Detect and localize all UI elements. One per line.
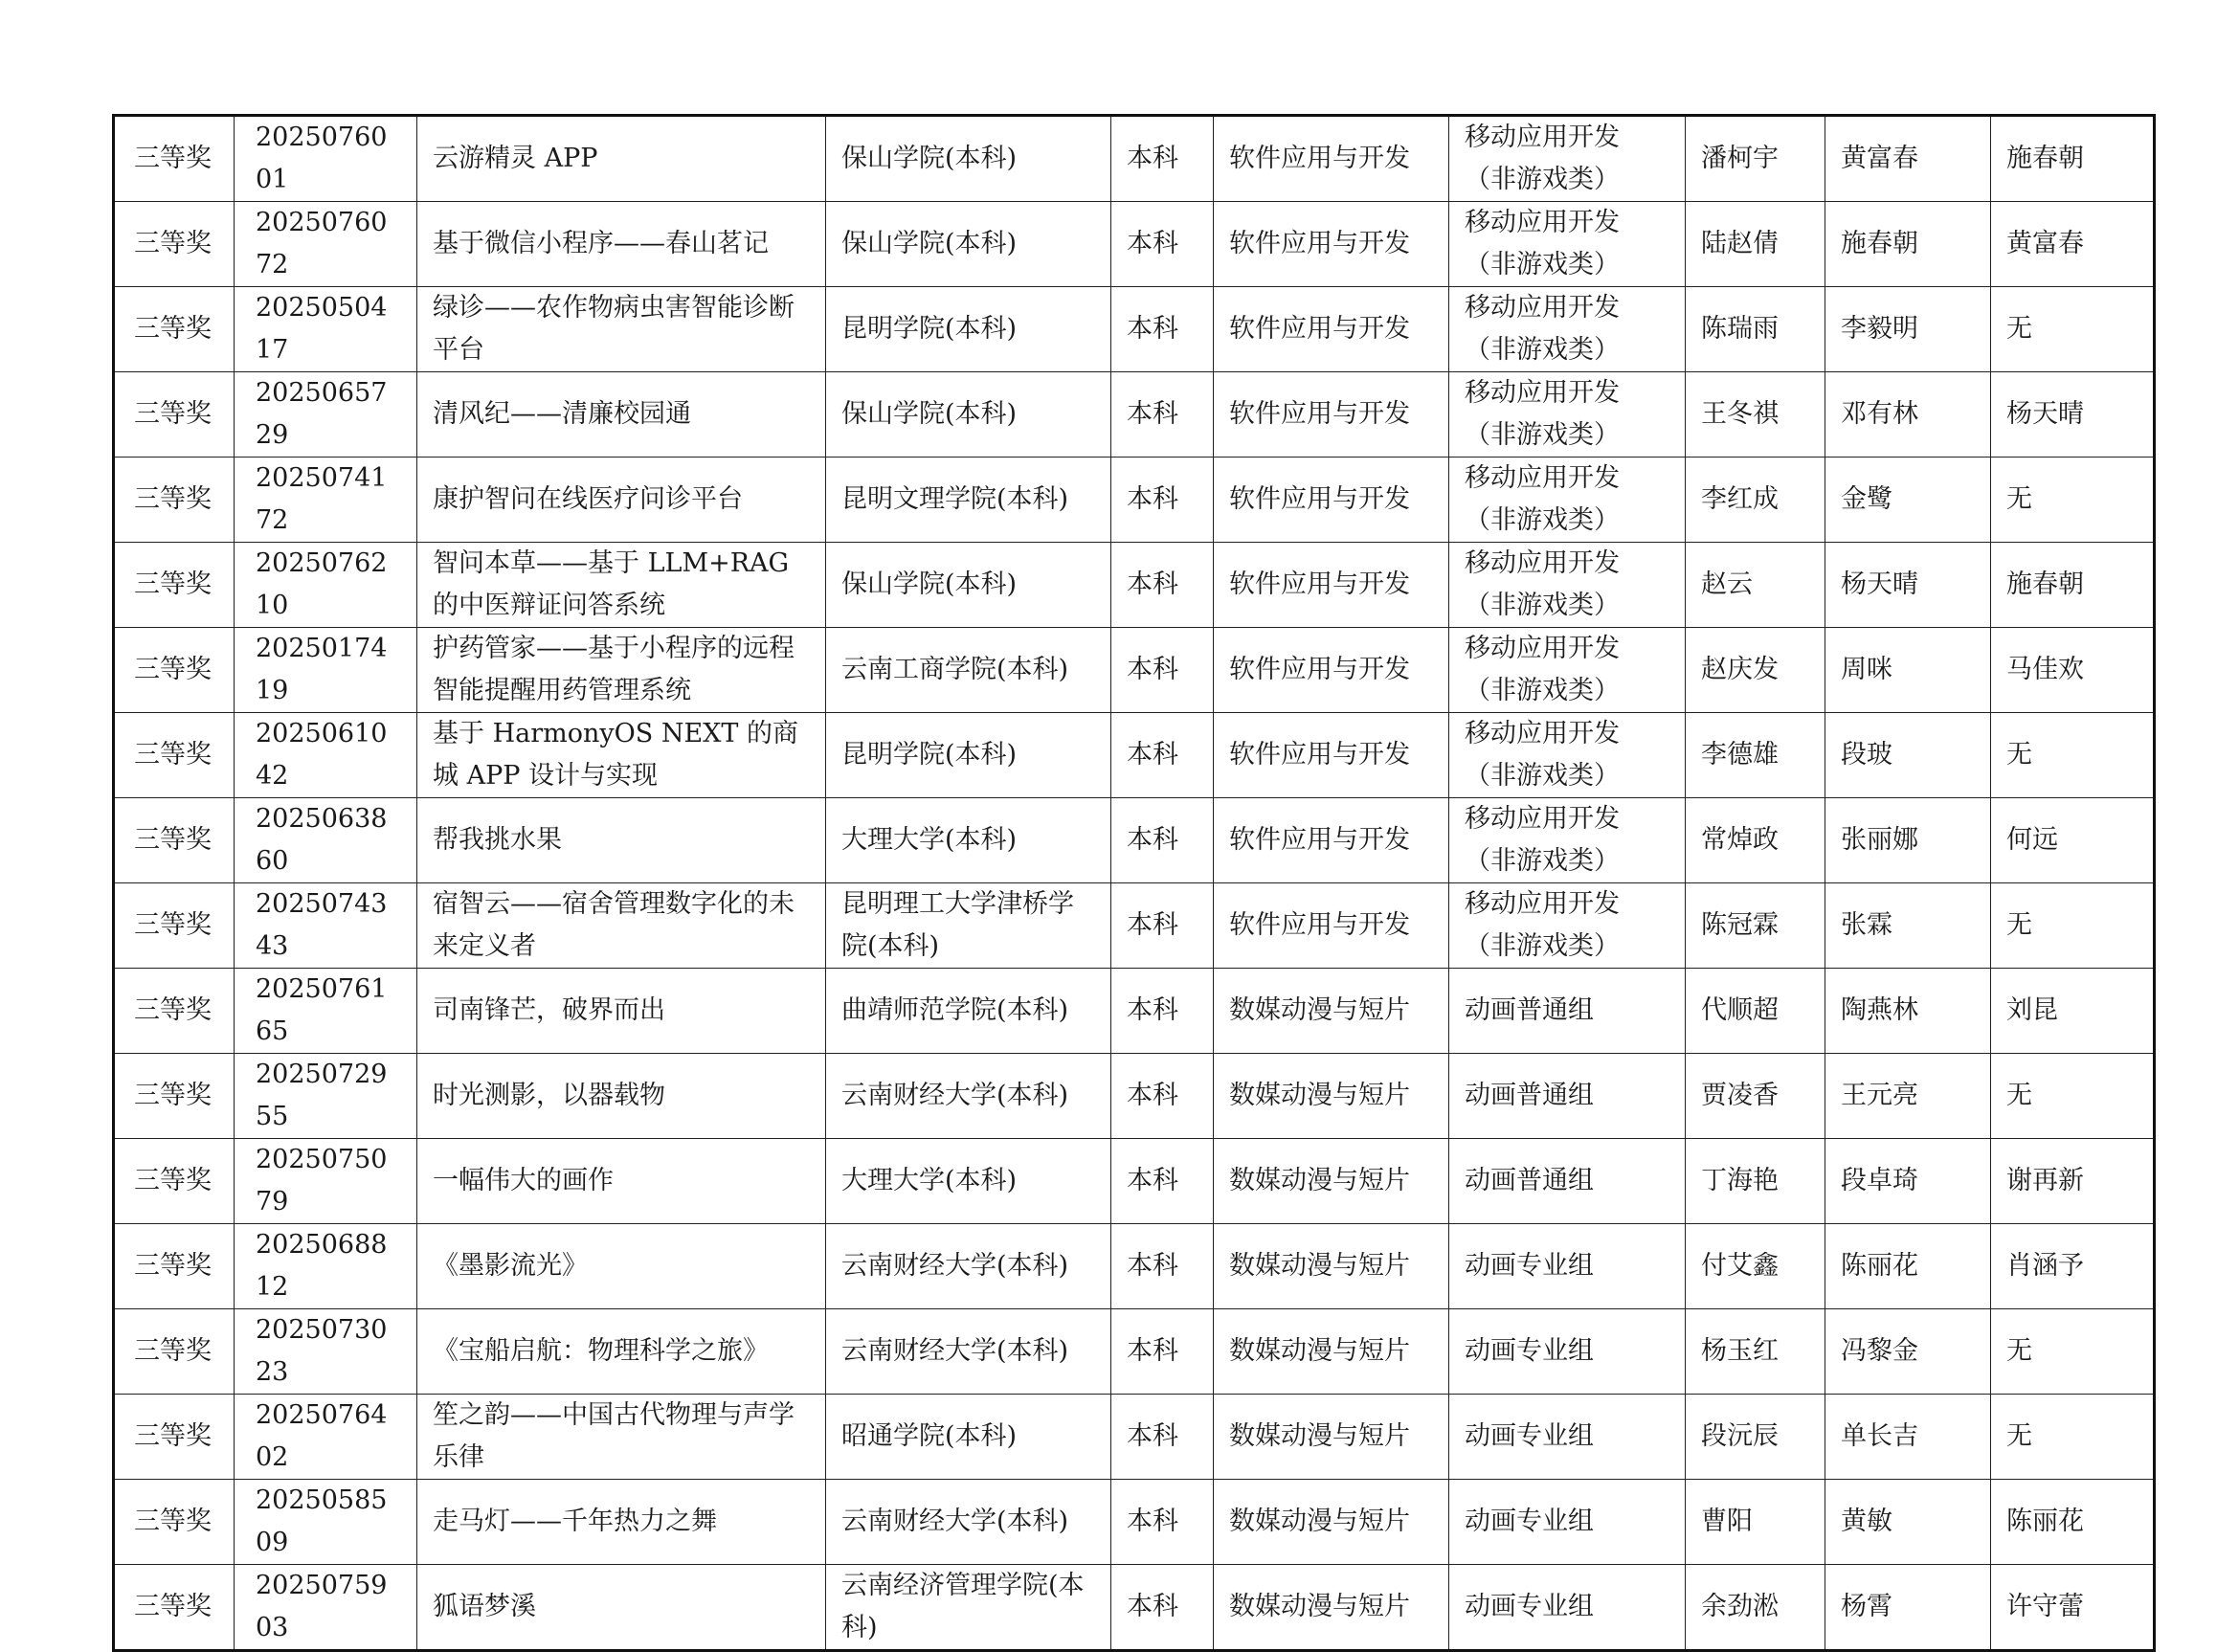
advisor-cell: 陶燕林	[1825, 969, 1991, 1054]
work-id-cell: 2025075903	[235, 1565, 417, 1651]
table-row	[114, 883, 2155, 969]
level-cell: 本科	[1111, 372, 1214, 458]
work-title-cell: 《宝船启航：物理科学之旅》	[417, 1309, 826, 1395]
advisor-cell: 李毅明	[1825, 287, 1991, 372]
author-cell: 余劲淞	[1686, 1565, 1825, 1651]
level-cell: 本科	[1111, 1309, 1214, 1395]
work-title-cell: 基于微信小程序——春山茗记	[417, 202, 826, 287]
school-cell: 云南财经大学(本科)	[826, 1054, 1111, 1139]
work-id-cell: 2025076210	[235, 543, 417, 628]
work-id-cell: 2025058509	[235, 1480, 417, 1565]
table-row	[114, 1054, 2155, 1139]
advisor-cell: 张丽娜	[1825, 798, 1991, 883]
advisor2-cell: 杨天晴	[1991, 372, 2155, 458]
school-cell: 曲靖师范学院(本科)	[826, 969, 1111, 1054]
author-cell: 贾凌香	[1686, 1054, 1825, 1139]
category-cell: 软件应用与开发	[1214, 287, 1449, 372]
advisor-cell: 冯黎金	[1825, 1309, 1991, 1395]
award-cell: 三等奖	[114, 798, 235, 883]
subcategory-cell: 动画专业组	[1449, 1309, 1686, 1395]
school-cell: 昭通学院(本科)	[826, 1395, 1111, 1480]
school-cell: 云南财经大学(本科)	[826, 1224, 1111, 1309]
subcategory-cell: 动画普通组	[1449, 1139, 1686, 1224]
category-cell: 软件应用与开发	[1214, 883, 1449, 969]
table-row	[114, 202, 2155, 287]
table-row	[114, 713, 2155, 798]
award-cell: 三等奖	[114, 1309, 235, 1395]
award-cell: 三等奖	[114, 1565, 235, 1651]
author-cell: 丁海艳	[1686, 1139, 1825, 1224]
table-row	[114, 287, 2155, 372]
work-id-cell: 2025017419	[235, 628, 417, 713]
advisor-cell: 杨天晴	[1825, 543, 1991, 628]
level-cell: 本科	[1111, 202, 1214, 287]
work-title-cell: 帮我挑水果	[417, 798, 826, 883]
work-title-cell: 狐语梦溪	[417, 1565, 826, 1651]
work-title-cell: 护药管家——基于小程序的远程智能提醒用药管理系统	[417, 628, 826, 713]
advisor-cell: 张霖	[1825, 883, 1991, 969]
advisor-cell: 黄富春	[1825, 116, 1991, 202]
category-cell: 数媒动漫与短片	[1214, 1395, 1449, 1480]
table-row	[114, 372, 2155, 458]
school-cell: 保山学院(本科)	[826, 543, 1111, 628]
category-cell: 软件应用与开发	[1214, 372, 1449, 458]
work-title-cell: 《墨影流光》	[417, 1224, 826, 1309]
work-id-cell: 2025073023	[235, 1309, 417, 1395]
advisor2-cell: 无	[1991, 1309, 2155, 1395]
award-cell: 三等奖	[114, 1480, 235, 1565]
advisor-cell: 单长吉	[1825, 1395, 1991, 1480]
level-cell: 本科	[1111, 628, 1214, 713]
work-id-cell: 2025076402	[235, 1395, 417, 1480]
subcategory-cell: 移动应用开发（非游戏类）	[1449, 458, 1686, 543]
category-cell: 数媒动漫与短片	[1214, 1054, 1449, 1139]
advisor-cell: 黄敏	[1825, 1480, 1991, 1565]
advisor2-cell: 黄富春	[1991, 202, 2155, 287]
author-cell: 常焯政	[1686, 798, 1825, 883]
category-cell: 数媒动漫与短片	[1214, 1224, 1449, 1309]
category-cell: 软件应用与开发	[1214, 202, 1449, 287]
author-cell: 杨玉红	[1686, 1309, 1825, 1395]
subcategory-cell: 移动应用开发（非游戏类）	[1449, 202, 1686, 287]
work-id-cell: 2025074172	[235, 458, 417, 543]
award-cell: 三等奖	[114, 1224, 235, 1309]
work-id-cell: 2025074343	[235, 883, 417, 969]
award-cell: 三等奖	[114, 1054, 235, 1139]
work-id-cell: 2025065729	[235, 372, 417, 458]
author-cell: 赵庆发	[1686, 628, 1825, 713]
author-cell: 付艾鑫	[1686, 1224, 1825, 1309]
author-cell: 曹阳	[1686, 1480, 1825, 1565]
work-id-cell: 2025063860	[235, 798, 417, 883]
school-cell: 保山学院(本科)	[826, 202, 1111, 287]
school-cell: 保山学院(本科)	[826, 372, 1111, 458]
advisor2-cell: 无	[1991, 1054, 2155, 1139]
award-cell: 三等奖	[114, 287, 235, 372]
work-id-cell: 2025076001	[235, 116, 417, 202]
category-cell: 数媒动漫与短片	[1214, 1480, 1449, 1565]
advisor2-cell: 施春朝	[1991, 116, 2155, 202]
table-row	[114, 1139, 2155, 1224]
level-cell: 本科	[1111, 1395, 1214, 1480]
category-cell: 软件应用与开发	[1214, 713, 1449, 798]
level-cell: 本科	[1111, 798, 1214, 883]
advisor-cell: 施春朝	[1825, 202, 1991, 287]
subcategory-cell: 移动应用开发（非游戏类）	[1449, 287, 1686, 372]
work-title-cell: 基于 HarmonyOS NEXT 的商城 APP 设计与实现	[417, 713, 826, 798]
category-cell: 软件应用与开发	[1214, 116, 1449, 202]
category-cell: 数媒动漫与短片	[1214, 969, 1449, 1054]
subcategory-cell: 移动应用开发（非游戏类）	[1449, 372, 1686, 458]
table-row	[114, 1480, 2155, 1565]
school-cell: 云南经济管理学院(本科)	[826, 1565, 1111, 1651]
author-cell: 王冬祺	[1686, 372, 1825, 458]
work-title-cell: 走马灯——千年热力之舞	[417, 1480, 826, 1565]
school-cell: 昆明学院(本科)	[826, 713, 1111, 798]
work-title-cell: 宿智云——宿舍管理数字化的未来定义者	[417, 883, 826, 969]
category-cell: 数媒动漫与短片	[1214, 1565, 1449, 1651]
advisor2-cell: 无	[1991, 883, 2155, 969]
advisor2-cell: 无	[1991, 1395, 2155, 1480]
work-id-cell: 2025075079	[235, 1139, 417, 1224]
work-title-cell: 时光测影，以器载物	[417, 1054, 826, 1139]
work-id-cell: 2025068812	[235, 1224, 417, 1309]
award-cell: 三等奖	[114, 969, 235, 1054]
subcategory-cell: 动画专业组	[1449, 1224, 1686, 1309]
advisor2-cell: 肖涵予	[1991, 1224, 2155, 1309]
category-cell: 数媒动漫与短片	[1214, 1139, 1449, 1224]
work-id-cell: 2025076072	[235, 202, 417, 287]
work-id-cell: 2025076165	[235, 969, 417, 1054]
advisor-cell: 金鹭	[1825, 458, 1991, 543]
advisor2-cell: 陈丽花	[1991, 1480, 2155, 1565]
work-title-cell: 康护智问在线医疗问诊平台	[417, 458, 826, 543]
advisor2-cell: 无	[1991, 458, 2155, 543]
advisor-cell: 周咪	[1825, 628, 1991, 713]
category-cell: 软件应用与开发	[1214, 543, 1449, 628]
table-row	[114, 969, 2155, 1054]
subcategory-cell: 动画专业组	[1449, 1395, 1686, 1480]
work-id-cell: 2025061042	[235, 713, 417, 798]
work-title-cell: 一幅伟大的画作	[417, 1139, 826, 1224]
table-row	[114, 628, 2155, 713]
author-cell: 潘柯宇	[1686, 116, 1825, 202]
advisor2-cell: 刘昆	[1991, 969, 2155, 1054]
table-row	[114, 798, 2155, 883]
subcategory-cell: 移动应用开发（非游戏类）	[1449, 798, 1686, 883]
work-title-cell: 司南锋芒，破界而出	[417, 969, 826, 1054]
award-cell: 三等奖	[114, 1395, 235, 1480]
award-cell: 三等奖	[114, 543, 235, 628]
table-row	[114, 1565, 2155, 1651]
level-cell: 本科	[1111, 1480, 1214, 1565]
subcategory-cell: 动画专业组	[1449, 1565, 1686, 1651]
level-cell: 本科	[1111, 458, 1214, 543]
advisor-cell: 王元亮	[1825, 1054, 1991, 1139]
work-title-cell: 清风纪——清廉校园通	[417, 372, 826, 458]
award-cell: 三等奖	[114, 1139, 235, 1224]
advisor2-cell: 马佳欢	[1991, 628, 2155, 713]
level-cell: 本科	[1111, 116, 1214, 202]
category-cell: 软件应用与开发	[1214, 628, 1449, 713]
award-cell: 三等奖	[114, 713, 235, 798]
advisor2-cell: 无	[1991, 713, 2155, 798]
advisor-cell: 邓有林	[1825, 372, 1991, 458]
school-cell: 云南财经大学(本科)	[826, 1480, 1111, 1565]
subcategory-cell: 动画普通组	[1449, 1054, 1686, 1139]
author-cell: 陈冠霖	[1686, 883, 1825, 969]
author-cell: 陈瑞雨	[1686, 287, 1825, 372]
table-row	[114, 1309, 2155, 1395]
advisor-cell: 段玻	[1825, 713, 1991, 798]
author-cell: 段沅辰	[1686, 1395, 1825, 1480]
author-cell: 代顺超	[1686, 969, 1825, 1054]
table-row	[114, 1395, 2155, 1480]
work-id-cell: 2025072955	[235, 1054, 417, 1139]
award-cell: 三等奖	[114, 458, 235, 543]
school-cell: 保山学院(本科)	[826, 116, 1111, 202]
subcategory-cell: 移动应用开发（非游戏类）	[1449, 543, 1686, 628]
category-cell: 软件应用与开发	[1214, 458, 1449, 543]
subcategory-cell: 移动应用开发（非游戏类）	[1449, 883, 1686, 969]
advisor2-cell: 无	[1991, 287, 2155, 372]
category-cell: 数媒动漫与短片	[1214, 1309, 1449, 1395]
table-row	[114, 458, 2155, 543]
subcategory-cell: 动画普通组	[1449, 969, 1686, 1054]
work-id-cell: 2025050417	[235, 287, 417, 372]
level-cell: 本科	[1111, 713, 1214, 798]
table-row	[114, 116, 2155, 202]
awards-table	[112, 114, 2156, 1652]
author-cell: 陆赵倩	[1686, 202, 1825, 287]
award-cell: 三等奖	[114, 628, 235, 713]
work-title-cell: 笙之韵——中国古代物理与声学乐律	[417, 1395, 826, 1480]
advisor2-cell: 许守蕾	[1991, 1565, 2155, 1651]
school-cell: 云南工商学院(本科)	[826, 628, 1111, 713]
author-cell: 赵云	[1686, 543, 1825, 628]
advisor-cell: 陈丽花	[1825, 1224, 1991, 1309]
subcategory-cell: 移动应用开发（非游戏类）	[1449, 713, 1686, 798]
school-cell: 昆明理工大学津桥学院(本科)	[826, 883, 1111, 969]
work-title-cell: 绿诊——农作物病虫害智能诊断平台	[417, 287, 826, 372]
level-cell: 本科	[1111, 1139, 1214, 1224]
table-body	[114, 116, 2155, 1651]
level-cell: 本科	[1111, 883, 1214, 969]
table-row	[114, 1224, 2155, 1309]
table-row	[114, 543, 2155, 628]
level-cell: 本科	[1111, 543, 1214, 628]
school-cell: 昆明学院(本科)	[826, 287, 1111, 372]
school-cell: 大理大学(本科)	[826, 1139, 1111, 1224]
advisor2-cell: 谢再新	[1991, 1139, 2155, 1224]
award-cell: 三等奖	[114, 116, 235, 202]
level-cell: 本科	[1111, 1054, 1214, 1139]
award-cell: 三等奖	[114, 372, 235, 458]
level-cell: 本科	[1111, 1565, 1214, 1651]
award-cell: 三等奖	[114, 202, 235, 287]
author-cell: 李红成	[1686, 458, 1825, 543]
level-cell: 本科	[1111, 969, 1214, 1054]
subcategory-cell: 移动应用开发（非游戏类）	[1449, 628, 1686, 713]
author-cell: 李德雄	[1686, 713, 1825, 798]
subcategory-cell: 动画专业组	[1449, 1480, 1686, 1565]
work-title-cell: 智问本草——基于 LLM+RAG 的中医辩证问答系统	[417, 543, 826, 628]
level-cell: 本科	[1111, 1224, 1214, 1309]
school-cell: 云南财经大学(本科)	[826, 1309, 1111, 1395]
work-title-cell: 云游精灵 APP	[417, 116, 826, 202]
school-cell: 昆明文理学院(本科)	[826, 458, 1111, 543]
advisor2-cell: 何远	[1991, 798, 2155, 883]
school-cell: 大理大学(本科)	[826, 798, 1111, 883]
award-cell: 三等奖	[114, 883, 235, 969]
advisor-cell: 杨霄	[1825, 1565, 1991, 1651]
category-cell: 软件应用与开发	[1214, 798, 1449, 883]
level-cell: 本科	[1111, 287, 1214, 372]
subcategory-cell: 移动应用开发（非游戏类）	[1449, 116, 1686, 202]
advisor2-cell: 施春朝	[1991, 543, 2155, 628]
advisor-cell: 段卓琦	[1825, 1139, 1991, 1224]
